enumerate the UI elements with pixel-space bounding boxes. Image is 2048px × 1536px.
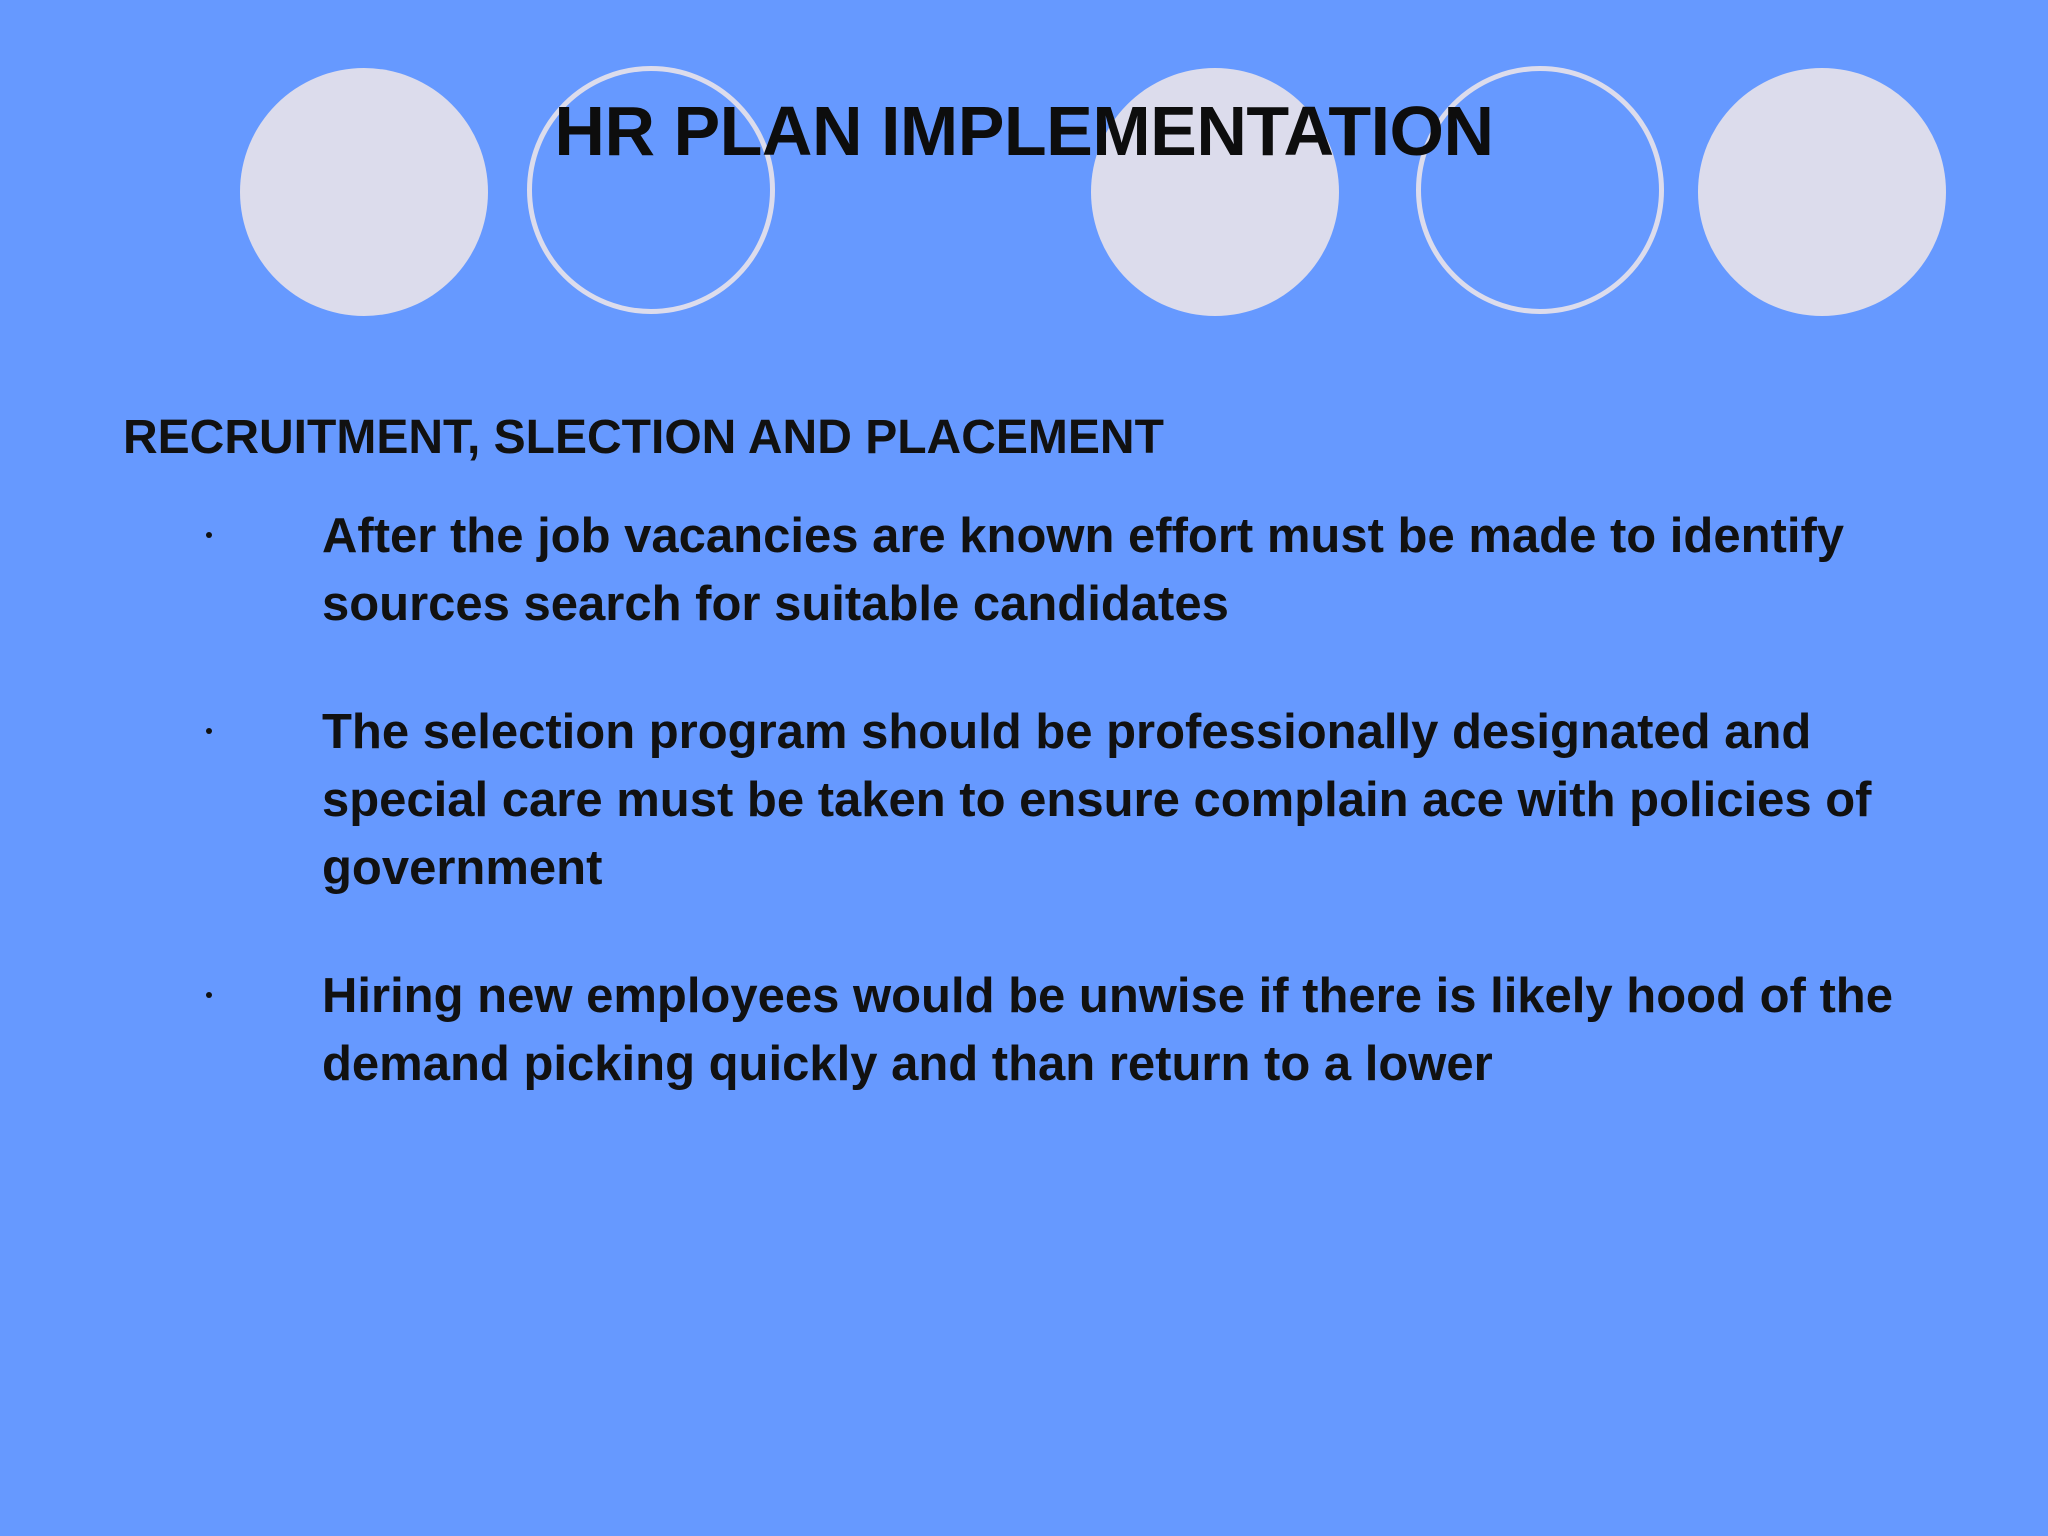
bullet-item [0, 962, 2048, 1098]
bullet-text: After the job vacancies are known effort must be made to identify sources search for suitable candidates [322, 509, 1845, 631]
bullet-icon [206, 992, 212, 998]
bullet-icon [206, 532, 212, 538]
bullet-text: The selection program should be professionally designated and special care must be taken to ensure complain ace with policies of government [322, 705, 1872, 895]
bullet-item [0, 502, 2048, 638]
slide-title: HR PLAN IMPLEMENTATION [554, 92, 1494, 170]
bullet-icon [206, 728, 212, 734]
section-heading: RECRUITMENT, SLECTION AND PLACEMENT [123, 411, 1164, 464]
bullet-list [0, 502, 2048, 1158]
bullet-item [0, 698, 2048, 902]
bullet-text: Hiring new employees would be unwise if there is likely hood of the demand picking quickly and than return to a lower [322, 969, 1893, 1091]
